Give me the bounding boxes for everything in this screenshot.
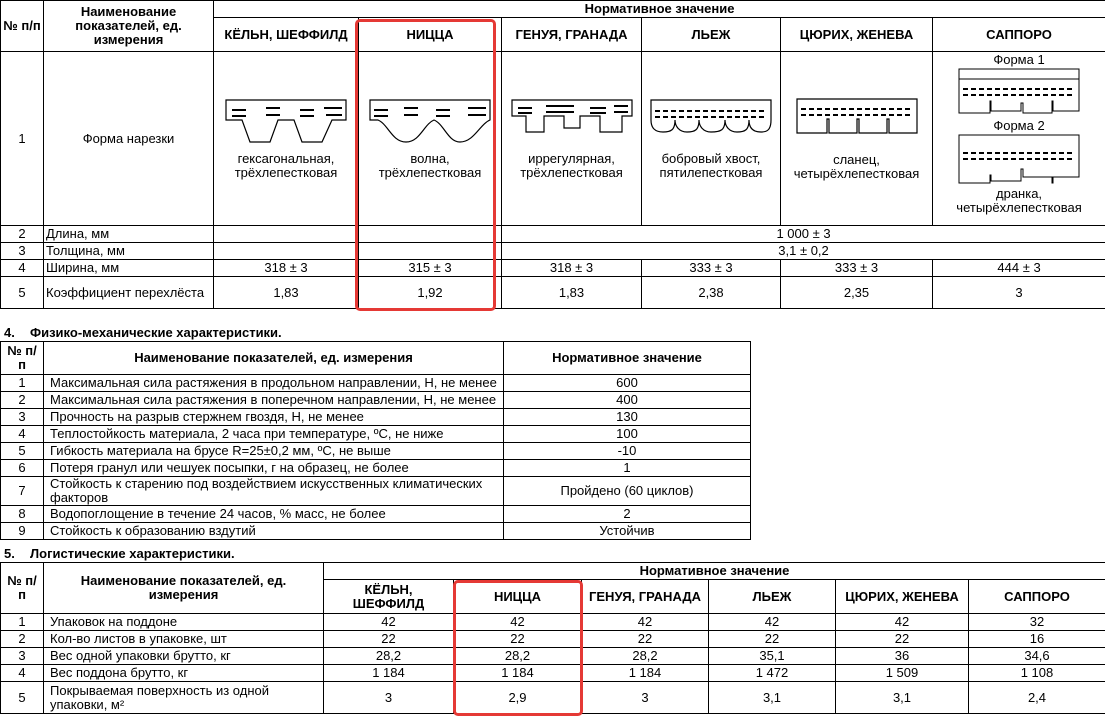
row-num: 4 [1, 426, 44, 443]
row-value: 1 [504, 460, 751, 477]
col-name-header: Наименование показателей, ед. измерения [44, 1, 214, 52]
row-value: 100 [504, 426, 751, 443]
shape-cell-sapporo [933, 52, 1105, 226]
section4-number: 4. [4, 325, 15, 340]
value-sapporo: 2,4 [969, 682, 1105, 714]
row-num: 5 [1, 277, 44, 309]
row-name: Стойкость к старению под воздействием искусственных климатических факторов [44, 477, 504, 506]
row-name: Коэффициент перехлёста [44, 277, 214, 309]
normative-header: Нормативное значение [214, 1, 1105, 18]
model-header-genua: ГЕНУЯ, ГРАНАДА [502, 18, 642, 52]
row-name: Гибкость материала на брусе R=25±0,2 мм, ºС, не выше [44, 443, 504, 460]
value-sapporo: 32 [969, 614, 1105, 631]
shape-caption-zurich: сланец, четырёхлепестковая [793, 151, 920, 181]
section4-title-text: Физико-механические характеристики. [30, 325, 282, 340]
shape-caption-genua: иррегулярная, трёхлепестковая [520, 150, 623, 180]
row-name: Стойкость к образованию вздутий [44, 523, 504, 540]
col-value-header: Нормативное значение [504, 342, 751, 375]
row-num: 3 [1, 243, 44, 260]
irregular-shingle-icon [510, 98, 634, 138]
normative-header: Нормативное значение [324, 563, 1105, 580]
model-header-zurich: ЦЮРИХ, ЖЕНЕВА [836, 580, 969, 614]
row-num: 6 [1, 460, 44, 477]
value-koeln: 28,2 [324, 648, 454, 665]
table-row [1, 631, 1105, 648]
wave-shingle-icon [368, 98, 492, 152]
row-name: Форма нарезки [44, 52, 214, 226]
shape-spec-table [0, 0, 1105, 309]
slate-shingle-icon [795, 97, 919, 141]
value-zurich: 1 509 [836, 665, 969, 682]
table-row [1, 648, 1105, 665]
overlap-sapporo: 3 [933, 277, 1105, 309]
beaver-tail-shingle-icon [649, 98, 773, 140]
row-name: Максимальная сила растяжения в поперечном направлении, Н, не менее [44, 392, 504, 409]
shape-cell-genua [502, 52, 642, 226]
model-header-sapporo: САППОРО [969, 580, 1105, 614]
row-name: Максимальная сила растяжения в продольном направлении, Н, не менее [44, 375, 504, 392]
length-value: 1 000 ± 3 [502, 226, 1105, 243]
model-header-koeln: КЁЛЬН, ШЕФФИЛД [214, 18, 359, 52]
value-genua: 1 184 [582, 665, 709, 682]
shape-cell-koeln [214, 52, 359, 226]
section5-title-text: Логистические характеристики. [30, 546, 235, 561]
value-koeln: 3 [324, 682, 454, 714]
value-zurich: 36 [836, 648, 969, 665]
row-num: 1 [1, 52, 44, 226]
shingle-form1-icon [957, 67, 1081, 119]
model-header-liege: ЛЬЕЖ [642, 18, 781, 52]
value-zurich: 42 [836, 614, 969, 631]
row-name: Упаковок на поддоне [44, 614, 324, 631]
value-genua: 28,2 [582, 648, 709, 665]
table-row [1, 682, 1105, 714]
row-num: 1 [1, 375, 44, 392]
row-name: Вес поддона брутто, кг [44, 665, 324, 682]
width-koeln: 318 ± 3 [214, 260, 359, 277]
value-nizza: 2,9 [454, 682, 582, 714]
value-liege: 35,1 [709, 648, 836, 665]
sapporo-form1-label: Форма 1 [993, 52, 1045, 67]
value-liege: 22 [709, 631, 836, 648]
row-name: Потеря гранул или чешуек посыпки, г на образец, не более [44, 460, 504, 477]
row-value: 2 [504, 506, 751, 523]
model-header-sapporo: САППОРО [933, 18, 1105, 52]
model-header-genua: ГЕНУЯ, ГРАНАДА [582, 580, 709, 614]
overlap-genua: 1,83 [502, 277, 642, 309]
row-num: 3 [1, 648, 44, 665]
value-nizza: 1 184 [454, 665, 582, 682]
shape-caption-nizza: волна, трёхлепестковая [378, 150, 482, 180]
thickness-value: 3,1 ± 0,2 [502, 243, 1105, 260]
col-num-header: № п/п [1, 342, 44, 375]
row-name: Водопоглощение в течение 24 часов, % масс, не более [44, 506, 504, 523]
overlap-koeln: 1,83 [214, 277, 359, 309]
shape-cell-liege [642, 52, 781, 226]
table-row [1, 523, 751, 540]
model-header-liege: ЛЬЕЖ [709, 580, 836, 614]
value-zurich: 22 [836, 631, 969, 648]
overlap-zurich: 2,35 [781, 277, 933, 309]
table-row [1, 506, 751, 523]
shape-caption-sapporo: дранка, четырёхлепестковая [956, 186, 1082, 215]
value-genua: 42 [582, 614, 709, 631]
row-num: 4 [1, 665, 44, 682]
row-name: Ширина, мм [44, 260, 214, 277]
shape-cell-zurich [781, 52, 933, 226]
row-num: 3 [1, 409, 44, 426]
value-koeln: 22 [324, 631, 454, 648]
row-num: 5 [1, 682, 44, 714]
logistics-table [0, 562, 1105, 714]
row-num: 8 [1, 506, 44, 523]
row-value: Устойчив [504, 523, 751, 540]
row-num: 4 [1, 260, 44, 277]
section5-number: 5. [4, 546, 15, 561]
shingle-form2-icon [957, 133, 1081, 187]
value-koeln: 1 184 [324, 665, 454, 682]
width-liege: 333 ± 3 [642, 260, 781, 277]
model-header-nizza: НИЦЦА [454, 580, 582, 614]
col-num-header: № п/п [1, 563, 44, 614]
table-row [1, 409, 751, 426]
table-row [1, 443, 751, 460]
sapporo-form2-label: Форма 2 [993, 118, 1045, 133]
width-nizza: 315 ± 3 [359, 260, 502, 277]
col-name-header: Наименование показателей, ед. измерения [44, 342, 504, 375]
table-row [1, 426, 751, 443]
row-name: Теплостойкость материала, 2 часа при температуре, ºС, не ниже [44, 426, 504, 443]
row-num: 2 [1, 392, 44, 409]
value-sapporo: 34,6 [969, 648, 1105, 665]
value-liege: 1 472 [709, 665, 836, 682]
value-sapporo: 16 [969, 631, 1105, 648]
row-name: Длина, мм [44, 226, 214, 243]
value-liege: 42 [709, 614, 836, 631]
table-row [1, 375, 751, 392]
row-value: 130 [504, 409, 751, 426]
row-value: Пройдено (60 циклов) [504, 477, 751, 506]
row-num: 5 [1, 443, 44, 460]
col-num-header: № п/п [1, 1, 44, 52]
row-num: 2 [1, 226, 44, 243]
physical-mechanical-table [0, 341, 751, 540]
width-genua: 318 ± 3 [502, 260, 642, 277]
row-num: 9 [1, 523, 44, 540]
value-zurich: 3,1 [836, 682, 969, 714]
value-nizza: 28,2 [454, 648, 582, 665]
table-row [1, 665, 1105, 682]
row-num: 2 [1, 631, 44, 648]
row-value: 400 [504, 392, 751, 409]
section5-title [4, 546, 235, 561]
value-sapporo: 1 108 [969, 665, 1105, 682]
col-name-header: Наименование показателей, ед. измерения [44, 563, 324, 614]
value-genua: 3 [582, 682, 709, 714]
model-header-nizza: НИЦЦА [359, 18, 502, 52]
row-name: Толщина, мм [44, 243, 214, 260]
model-header-koeln: КЁЛЬН, ШЕФФИЛД [324, 580, 454, 614]
row-value: -10 [504, 443, 751, 460]
row-name: Покрываемая поверхность из одной упаковки, м² [44, 682, 324, 714]
width-zurich: 333 ± 3 [781, 260, 933, 277]
section4-title [4, 325, 282, 340]
model-header-zurich: ЦЮРИХ, ЖЕНЕВА [781, 18, 933, 52]
value-genua: 22 [582, 631, 709, 648]
row-value: 600 [504, 375, 751, 392]
table-row [1, 477, 751, 506]
table-row [1, 614, 1105, 631]
table-row [1, 460, 751, 477]
hexagonal-shingle-icon [224, 98, 348, 152]
row-num: 7 [1, 477, 44, 506]
shape-cell-nizza [359, 52, 502, 226]
value-koeln: 42 [324, 614, 454, 631]
table-row [1, 392, 751, 409]
shape-caption-koeln: гексагональная, трёхлепестковая [234, 150, 338, 180]
row-name: Вес одной упаковки брутто, кг [44, 648, 324, 665]
value-nizza: 42 [454, 614, 582, 631]
shape-caption-liege: бобровый хвост, пятилепестковая [659, 150, 763, 180]
value-nizza: 22 [454, 631, 582, 648]
overlap-nizza: 1,92 [359, 277, 502, 309]
row-num: 1 [1, 614, 44, 631]
row-name: Кол-во листов в упаковке, шт [44, 631, 324, 648]
width-sapporo: 444 ± 3 [933, 260, 1105, 277]
row-name: Прочность на разрыв стержнем гвоздя, Н, не менее [44, 409, 504, 426]
value-liege: 3,1 [709, 682, 836, 714]
overlap-liege: 2,38 [642, 277, 781, 309]
